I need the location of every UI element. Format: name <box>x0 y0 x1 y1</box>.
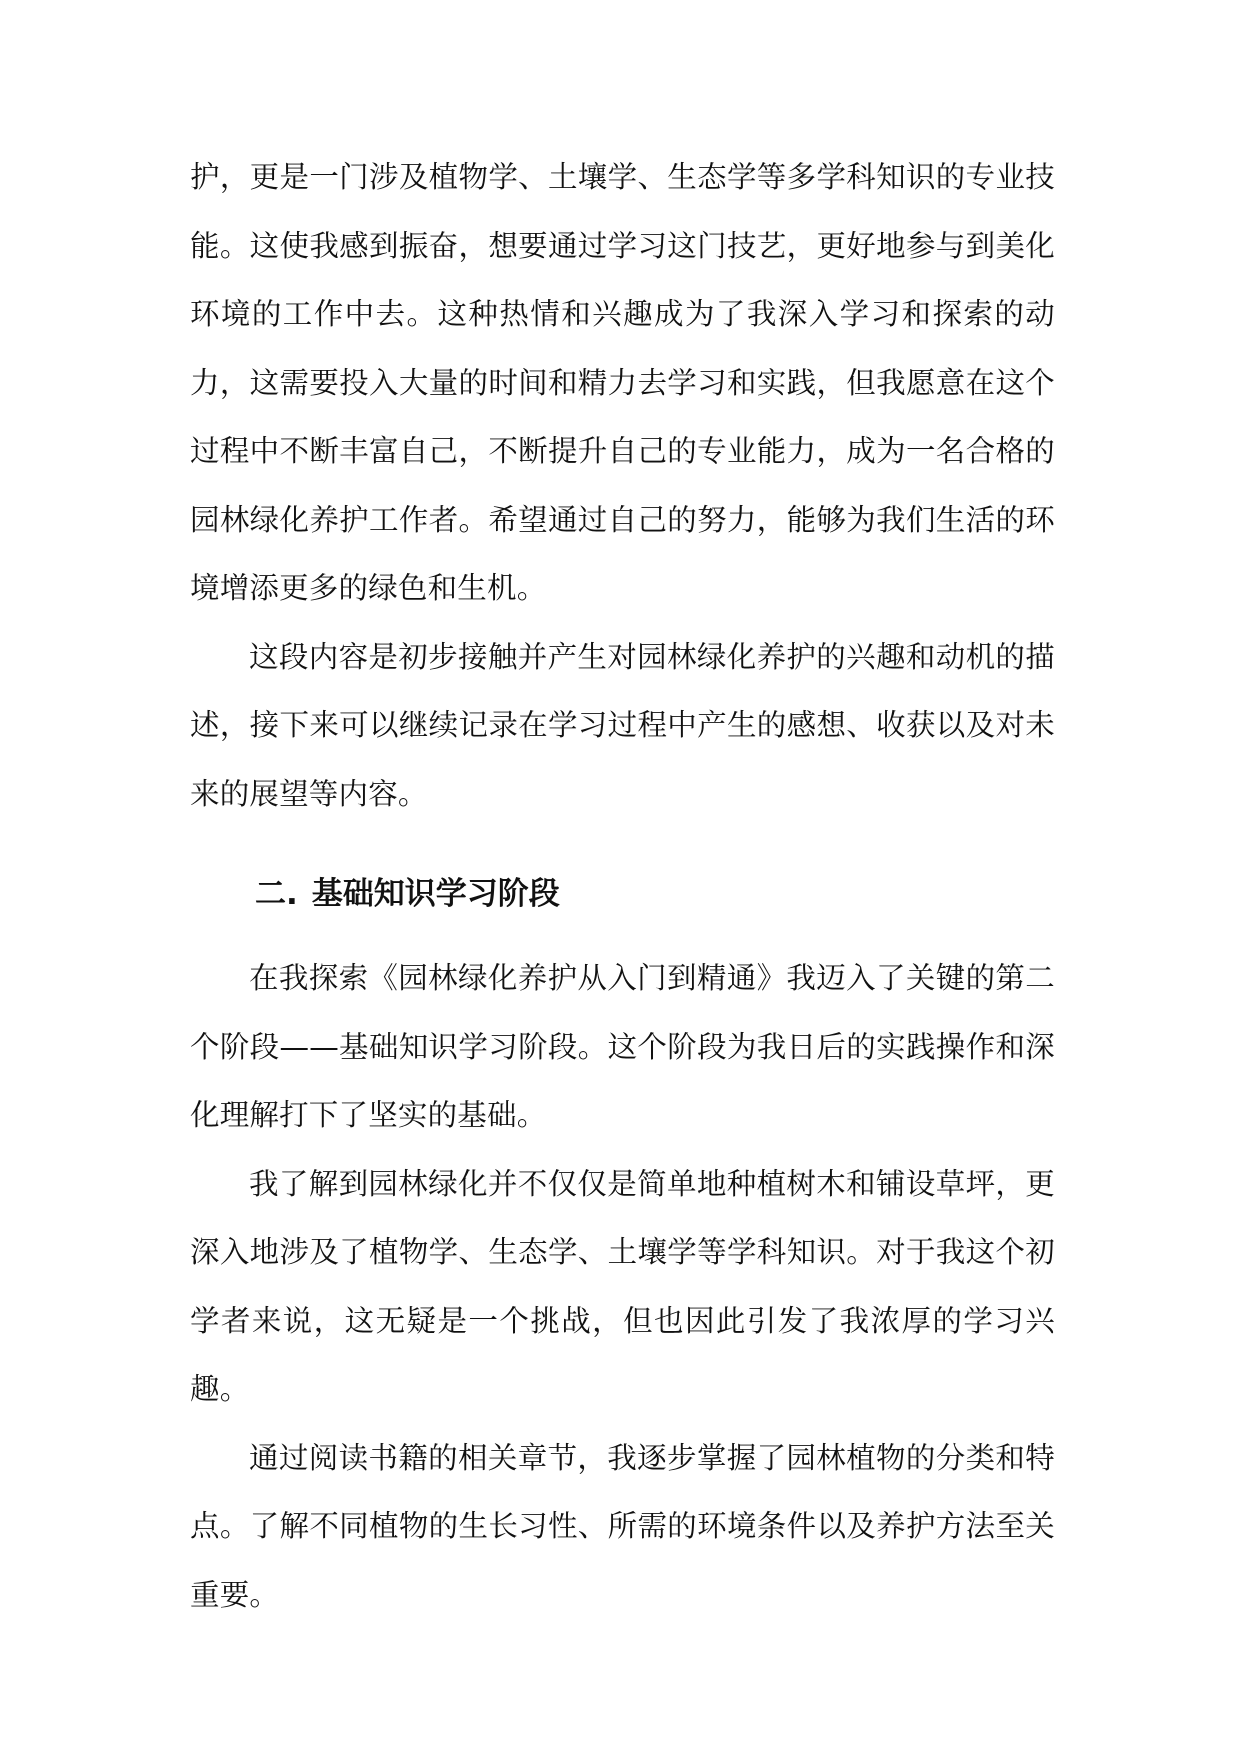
paragraph-3: 在我探索《园林绿化养护从入门到精通》我迈入了关键的第二个阶段——基础知识学习阶段。这个阶段为我日后的实践操作和深化理解打下了坚实的基础。 <box>190 961 1055 1132</box>
paragraph-5: 通过阅读书籍的相关章节，我逐步掌握了园林植物的分类和特点。了解不同植物的生长习性、所需的环境条件以及养护方法至关重要。 <box>190 1440 1055 1612</box>
section-title: 基础知识学习阶段 <box>311 876 560 912</box>
paragraph-2: 这段内容是初步接触并产生对园林绿化养护的兴趣和动机的描述，接下来可以继续记录在学习过程中产生的感想、收获以及对未来的展望等内容。 <box>190 639 1055 811</box>
paragraph-1: 护，更是一门涉及植物学、土壤学、生态学等多学科知识的专业技能。这使我感到振奋，想要通过学习这门技艺，更好地参与到美化环境的工作中去。这种热情和兴趣成为了我深入学习和探索的动力，这需要投入大量的时间和精力去学习和实践，但我愿意在这个过程中不断丰富自己，不断提升自己的专业能力，成为一名合格的园林绿化养护工作者。希望通过自己的努力，能够为我们生活的环境增添更多的绿色和生机。 <box>190 160 1055 605</box>
section-heading <box>190 866 1055 922</box>
document-body <box>190 143 1055 1629</box>
paragraph-4: 我了解到园林绿化并不仅仅是简单地种植树木和铺设草坪，更深入地涉及了植物学、生态学、土壤学等学科知识。对于我这个初学者来说，这无疑是一个挑战，但也因此引发了我浓厚的学习兴趣。 <box>190 1166 1055 1406</box>
section-number: 二. <box>255 876 298 912</box>
